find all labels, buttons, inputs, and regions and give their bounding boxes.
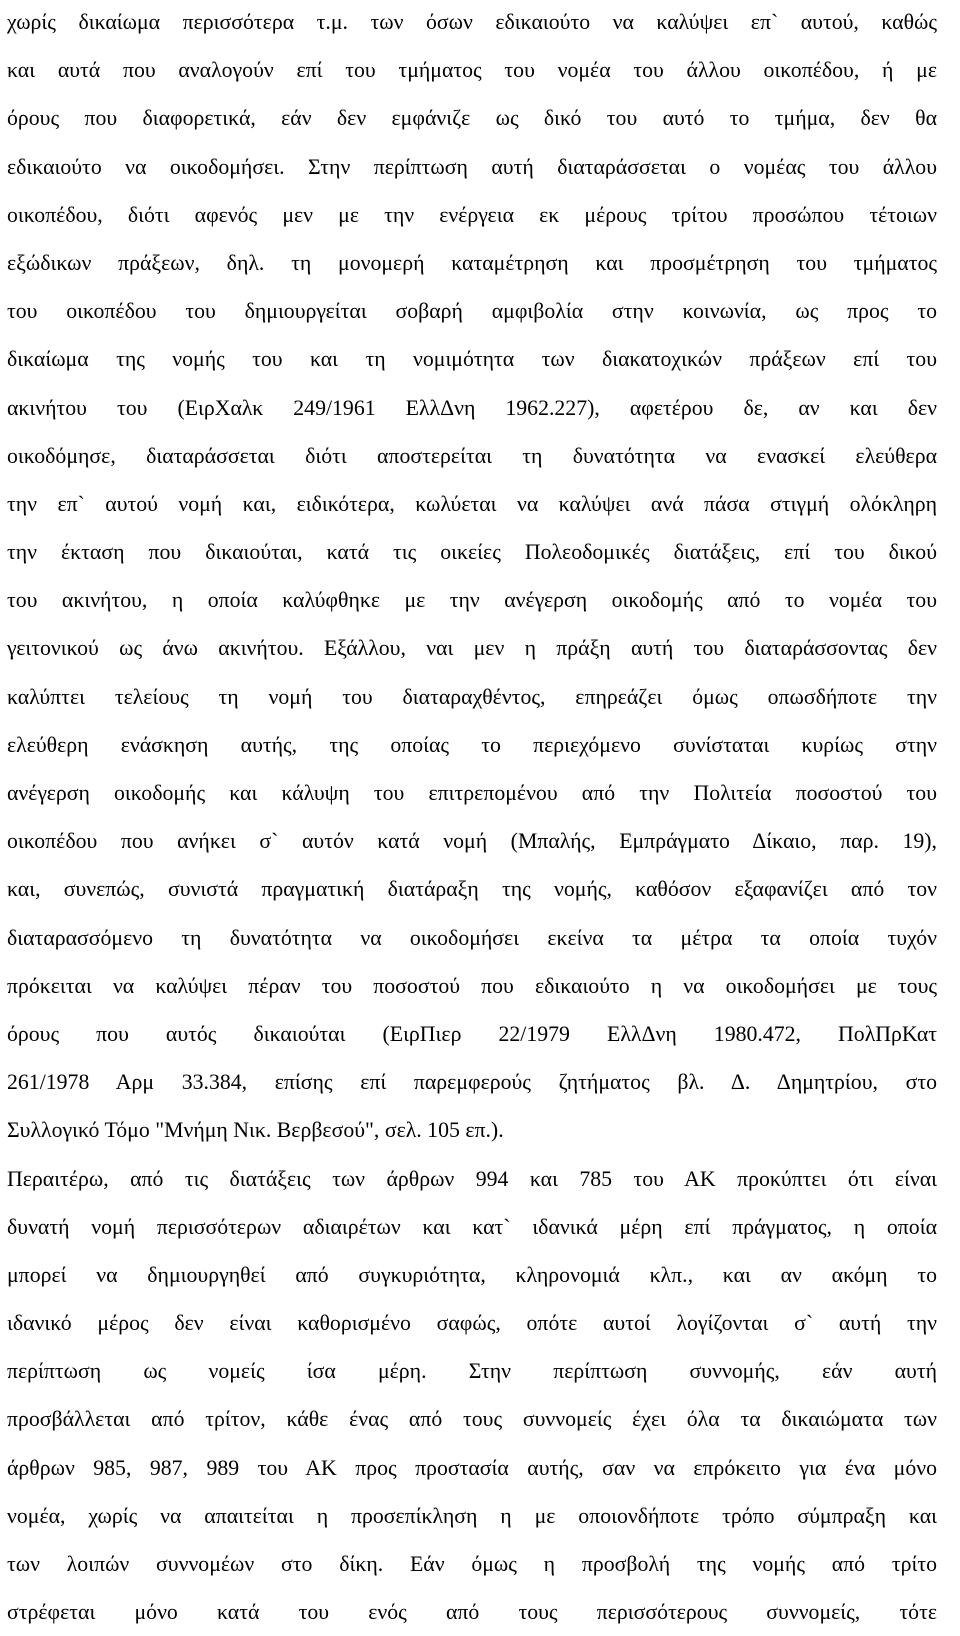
text-line: καλύπτει τελείους τη νομή του διαταραχθέντος, επηρεάζει όμως οπωσδήποτε την xyxy=(7,684,937,709)
text-line: γειτονικού ως άνω ακινήτου. Εξάλλου, ναι μεν η πράξη αυτή του διαταράσσοντας δεν xyxy=(7,636,937,661)
body-text xyxy=(7,0,937,1636)
text-line: όρους που αυτός δικαιούται (ΕιρΠιερ 22/1979 ΕλλΔνη 1980.472, ΠολΠρΚατ xyxy=(7,1021,937,1046)
text-line: Συλλογικό Τόμο "Μνήμη Νικ. Βερβεσού", σελ. 105 επ.). xyxy=(7,1118,504,1143)
text-line: περίπτωση ως νομείς ίσα μέρη. Στην περίπτωση συννομής, εάν αυτή xyxy=(7,1359,937,1384)
text-line: και αυτά που αναλογούν επί του τμήματος του νομέα του άλλου οικοπέδου, ή με xyxy=(7,58,937,83)
text-line: και, συνεπώς, συνιστά πραγματική διατάραξη της νομής, καθόσον εξαφανίζει από τον xyxy=(7,877,937,902)
text-line: του ακινήτου, η οποία καλύφθηκε με την ανέγερση οικοδομής από το νομέα του xyxy=(7,588,937,613)
text-line: άρθρων 985, 987, 989 του ΑΚ προς προστασία αυτής, σαν να επρόκειτο για ένα μόνο xyxy=(7,1455,937,1480)
text-line: οικοδόμησε, διαταράσσεται διότι αποστερείται τη δυνατότητα να ενασκεί ελεύθερα xyxy=(7,443,937,468)
text-line: την επ` αυτού νομή και, ειδικότερα, κωλύεται να καλύψει ανά πάσα στιγμή ολόκληρη xyxy=(7,491,937,516)
text-line: ελεύθερη ενάσκηση αυτής, της οποίας το περιεχόμενο συνίσταται κυρίως στην xyxy=(7,732,937,757)
text-line: νομέα, χωρίς να απαιτείται η προσεπίκληση η με οποιονδήποτε τρόπο σύμπραξη και xyxy=(7,1503,937,1528)
text-line: διαταρασσόμενο τη δυνατότητα να οικοδομήσει εκείνα τα μέτρα τα οποία τυχόν xyxy=(7,925,937,950)
text-line: οικοπέδου που ανήκει σ` αυτόν κατά νομή (Μπαλής, Εμπράγματο Δίκαιο, παρ. 19), xyxy=(7,829,937,854)
text-line: προσβάλλεται από τρίτον, κάθε ένας από τους συννομείς έχει όλα τα δικαιώματα των xyxy=(7,1407,937,1432)
text-line: πρόκειται να καλύψει πέραν του ποσοστού που εδικαιούτο η να οικοδομήσει με τους xyxy=(7,973,937,998)
text-line: ιδανικό μέρος δεν είναι καθορισμένο σαφώς, οπότε αυτοί λογίζονται σ` αυτή την xyxy=(7,1311,937,1336)
text-line: την έκταση που δικαιούται, κατά τις οικείες Πολεοδομικές διατάξεις, επί του δικού xyxy=(7,540,937,565)
text-line: ανέγερση οικοδομής και κάλυψη του επιτρεπομένου από την Πολιτεία ποσοστού του xyxy=(7,781,937,805)
text-line: δικαίωμα της νομής του και τη νομιμότητα των διακατοχικών πράξεων επί του xyxy=(7,347,937,372)
text-line: οικοπέδου, διότι αφενός μεν με την ενέργεια εκ μέρους τρίτου προσώπου τέτοιων xyxy=(7,202,937,227)
text-line: ακινήτου του (ΕιρΧαλκ 249/1961 ΕλλΔνη 1962.227), αφετέρου δε, αν και δεν xyxy=(7,395,937,420)
text-line: χωρίς δικαίωμα περισσότερα τ.μ. των όσων εδικαιούτο να καλύψει επ` αυτού, καθώς xyxy=(7,10,937,34)
text-line: εδικαιούτο να οικοδομήσει. Στην περίπτωση αυτή διαταράσσεται ο νομέας του άλλου xyxy=(7,154,937,179)
text-line: του οικοπέδου του δημιουργείται σοβαρή αμφιβολία στην κοινωνία, ως προς το xyxy=(7,299,937,324)
text-line: των λοιπών συννομέων στο δίκη. Εάν όμως η προσβολή της νομής από τρίτο xyxy=(7,1552,937,1576)
text-line: Περαιτέρω, από τις διατάξεις των άρθρων 994 και 785 του ΑΚ προκύπτει ότι είναι xyxy=(7,1166,937,1191)
text-line: στρέφεται μόνο κατά του ενός από τους περισσότερους συννομείς, τότε xyxy=(7,1600,937,1625)
text-line: 261/1978 Αρμ 33.384, επίσης επί παρεμφερούς ζητήματος βλ. Δ. Δημητρίου, στο xyxy=(7,1070,937,1095)
text-line: δυνατή νομή περισσότερων αδιαιρέτων και κατ` ιδανικά μέρη επί πράγματος, η οποία xyxy=(7,1214,937,1239)
text-line: μπορεί να δημιουργηθεί από συγκυριότητα, κληρονομιά κλπ., και αν ακόμη το xyxy=(7,1262,937,1287)
text-line: εξώδικων πράξεων, δηλ. τη μονομερή καταμέτρηση και προσμέτρηση του τμήματος xyxy=(7,250,937,275)
text-line: όρους που διαφορετικά, εάν δεν εμφάνιζε ως δικό του αυτό το τμήμα, δεν θα xyxy=(7,106,937,131)
